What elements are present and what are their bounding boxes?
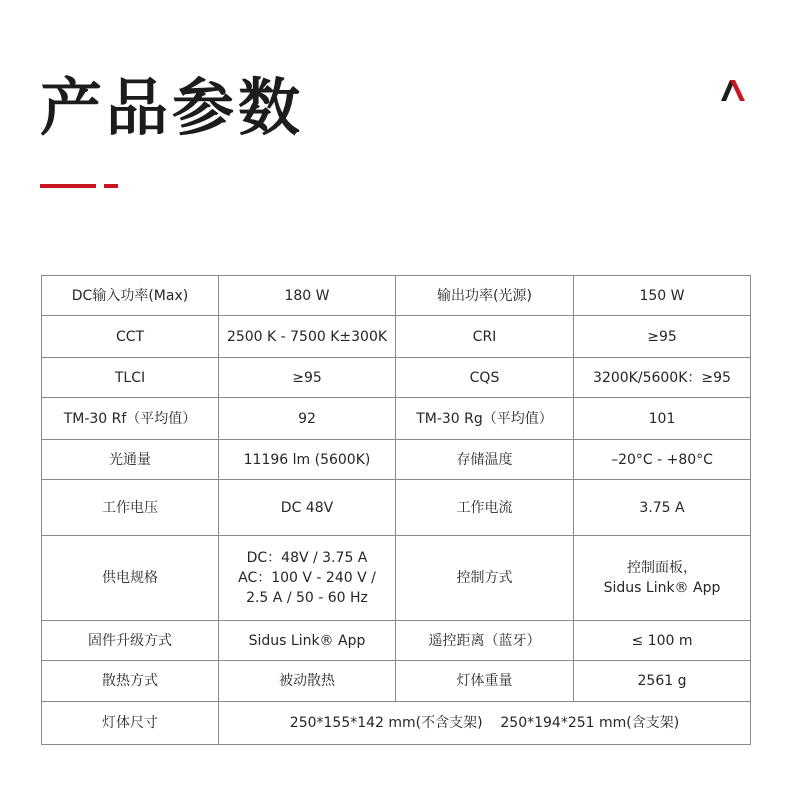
table-row [42, 702, 751, 745]
spec-label: 工作电压 [42, 480, 219, 536]
spec-value-line: AC：100 V - 240 V / [238, 570, 376, 586]
spec-label: 工作电流 [396, 480, 574, 536]
spec-value: 92 [219, 398, 396, 440]
spec-label: TM-30 Rf（平均值） [42, 398, 219, 440]
spec-value: ≥95 [574, 316, 751, 358]
spec-value: 3.75 A [574, 480, 751, 536]
spec-label: CRI [396, 316, 574, 358]
spec-label: 灯体尺寸 [42, 702, 219, 745]
spec-label: 输出功率(光源) [396, 276, 574, 316]
spec-label: 固件升级方式 [42, 621, 219, 661]
spec-value: ≥95 [219, 358, 396, 398]
page-title: 产品参数 [40, 71, 305, 144]
spec-value: 150 W [574, 276, 751, 316]
spec-value [219, 536, 396, 621]
table-row [42, 358, 751, 398]
table-row [42, 661, 751, 702]
spec-value-line: DC：48V / 3.75 A [246, 550, 368, 566]
spec-label: CCT [42, 316, 219, 358]
spec-value-line: 2.5 A / 50 - 60 Hz [246, 590, 368, 606]
title-underline-long [40, 184, 96, 188]
title-underline-short [104, 184, 118, 188]
spec-label: DC输入功率(Max) [42, 276, 219, 316]
spec-value: 被动散热 [219, 661, 396, 702]
spec-label: TM-30 Rg（平均值） [396, 398, 574, 440]
spec-label: 控制方式 [396, 536, 574, 621]
table-row [42, 316, 751, 358]
spec-value: Sidus Link® App [219, 621, 396, 661]
table-row [42, 276, 751, 316]
spec-label: CQS [396, 358, 574, 398]
brand-logo-icon [719, 78, 747, 102]
spec-value-line: Sidus Link® App [603, 580, 721, 596]
spec-label: 散热方式 [42, 661, 219, 702]
spec-value-span: 250*155*142 mm(不含支架) 250*194*251 mm(含支架) [219, 702, 751, 745]
spec-label: 光通量 [42, 440, 219, 480]
spec-value: 11196 lm (5600K) [219, 440, 396, 480]
spec-value: 2561 g [574, 661, 751, 702]
spec-value-line: 控制面板， [627, 560, 697, 576]
spec-value: –20°C - +80°C [574, 440, 751, 480]
table-row [42, 536, 751, 621]
table-row [42, 398, 751, 440]
spec-label: 存储温度 [396, 440, 574, 480]
spec-value [574, 536, 751, 621]
spec-value: 101 [574, 398, 751, 440]
table-row [42, 440, 751, 480]
spec-label: 灯体重量 [396, 661, 574, 702]
spec-value: 3200K/5600K：≥95 [574, 358, 751, 398]
spec-value: DC 48V [219, 480, 396, 536]
spec-value: 180 W [219, 276, 396, 316]
table-row [42, 480, 751, 536]
spec-value: ≤ 100 m [574, 621, 751, 661]
spec-table [41, 275, 751, 745]
spec-label: 供电规格 [42, 536, 219, 621]
table-row [42, 621, 751, 661]
spec-value: 2500 K - 7500 K±300K [219, 316, 396, 358]
spec-label: TLCI [42, 358, 219, 398]
spec-label: 遥控距离（蓝牙） [396, 621, 574, 661]
